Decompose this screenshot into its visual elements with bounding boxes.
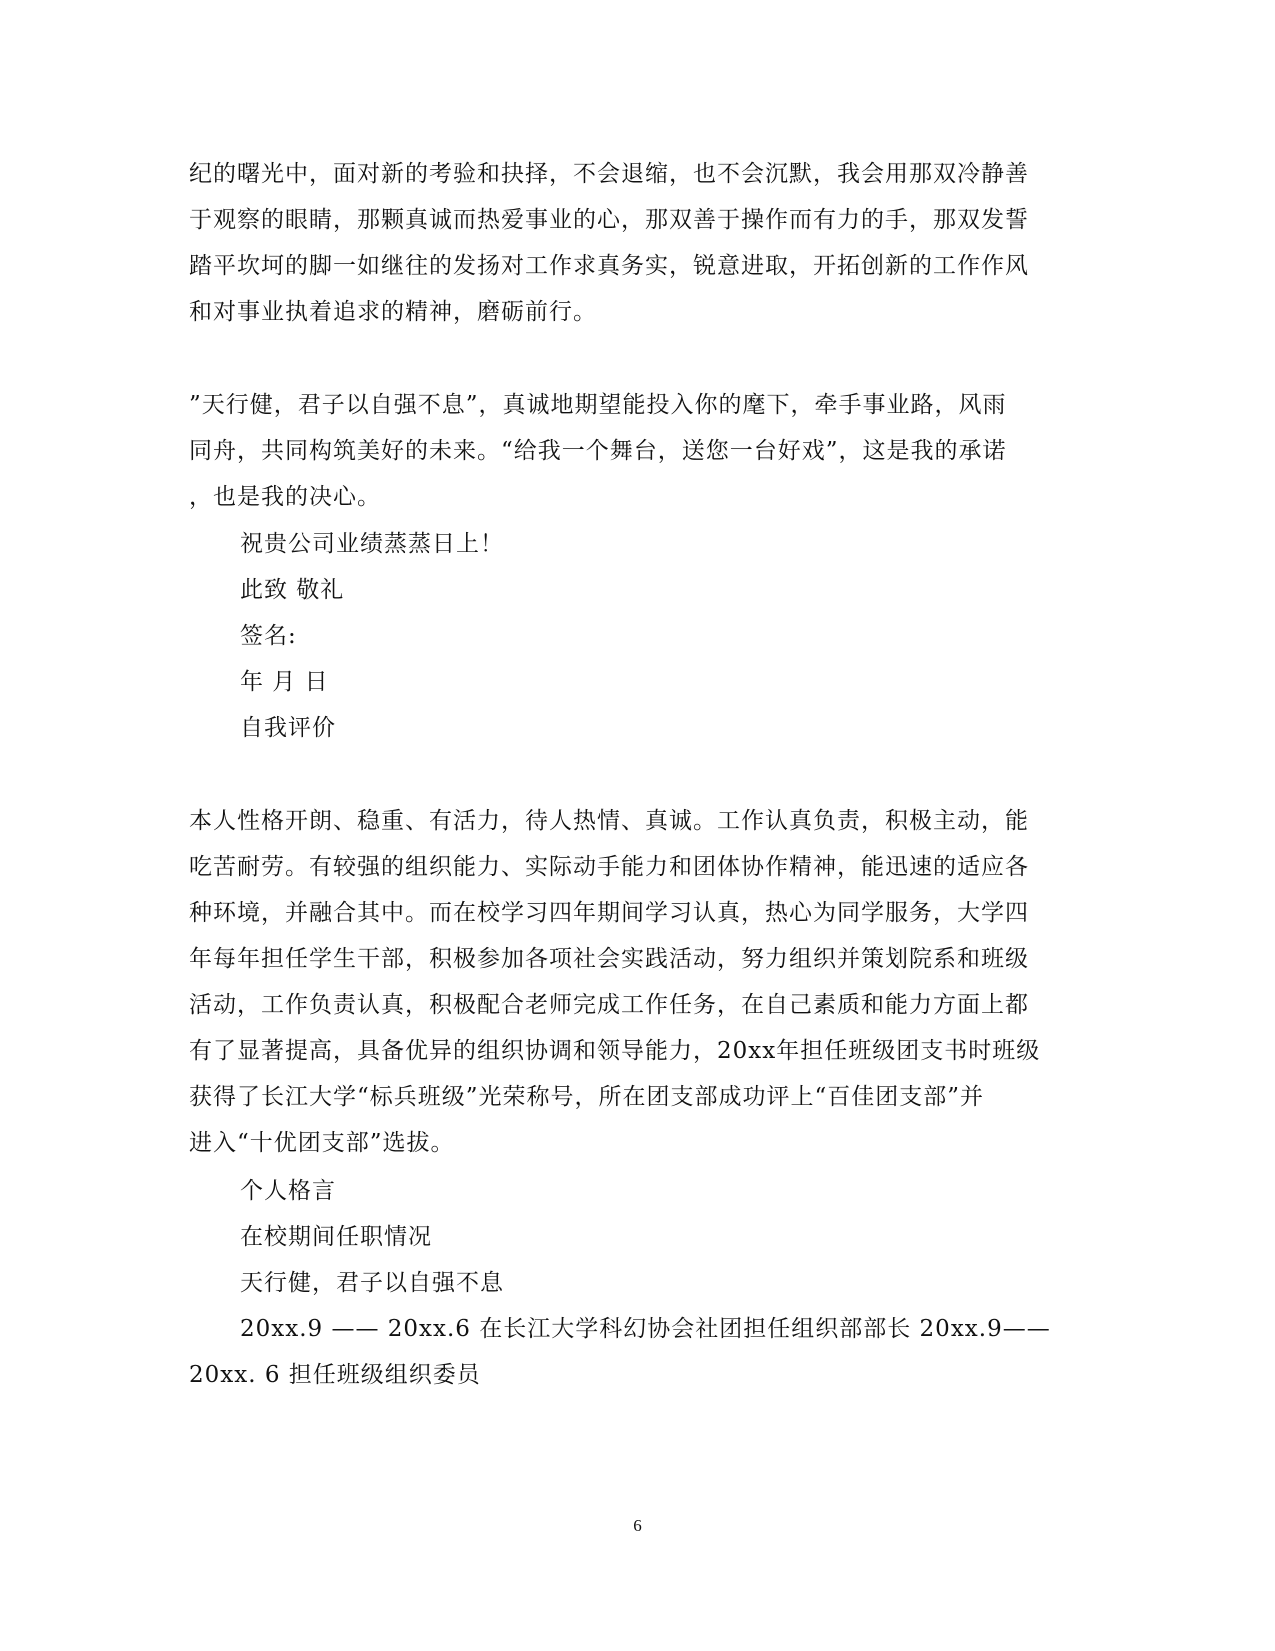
text-line: 同舟，共同构筑美好的未来。“给我一个舞台，送您一台好戏”，这是我的承诺 [189,438,1007,464]
text-line: ”天行健，君子以自强不息”，真诚地期望能投入你的麾下，牵手事业路，风雨 [189,392,1007,418]
text-line: 获得了长江大学“标兵班级”光荣称号，所在团支部成功评上“百佳团支部”并 [189,1084,985,1110]
text-line: 本人性格开朗、稳重、有活力，待人热情、真诚。工作认真负责，积极主动，能 [189,808,1029,834]
section-title-motto: 个人格言 [240,1178,336,1204]
text-line: 有了显著提高，具备优异的组织协调和领导能力，20xx年担任班级团支书时班级 [189,1038,1041,1064]
text-line: 吃苦耐劳。有较强的组织能力、实际动手能力和团体协作精神，能迅速的适应各 [189,854,1029,880]
page-number: 6 [633,1516,642,1535]
text-line: 年每年担任学生干部，积极参加各项社会实践活动，努力组织并策划院系和班级 [189,946,1029,972]
text-line: 于观察的眼睛，那颗真诚而热爱事业的心，那双善于操作而有力的手，那双发誓 [189,207,1029,233]
closing-salute: 此致 敬礼 [240,577,345,603]
text-line: 纪的曙光中，面对新的考验和抉择，不会退缩，也不会沉默，我会用那双冷静善 [189,161,1029,187]
section-title-self-evaluation: 自我评价 [240,715,336,741]
section-title-positions: 在校期间任职情况 [240,1224,432,1250]
positions-line: 20xx. 6 担任班级组织委员 [189,1362,481,1388]
text-line: 踏平坎坷的脚一如继往的发扬对工作求真务实，锐意进取，开拓创新的工作作风 [189,253,1029,279]
date-label: 年 月 日 [240,669,329,695]
text-line: 活动，工作负责认真，积极配合老师完成工作任务，在自己素质和能力方面上都 [189,992,1029,1018]
signature-label: 签名: [240,623,297,649]
text-line: 和对事业执着追求的精神，磨砺前行。 [189,299,597,325]
closing-wish: 祝贵公司业绩蒸蒸日上！ [240,531,504,557]
text-line: 进入“十优团支部”选拔。 [189,1130,455,1156]
motto-text: 天行健，君子以自强不息 [240,1270,504,1296]
text-line: 种环境，并融合其中。而在校学习四年期间学习认真，热心为同学服务，大学四 [189,900,1029,926]
positions-line: 20xx.9 —— 20xx.6 在长江大学科幻协会社团担任组织部部长 20xx.9—— [240,1316,1051,1342]
text-line: ，也是我的决心。 [189,484,381,510]
